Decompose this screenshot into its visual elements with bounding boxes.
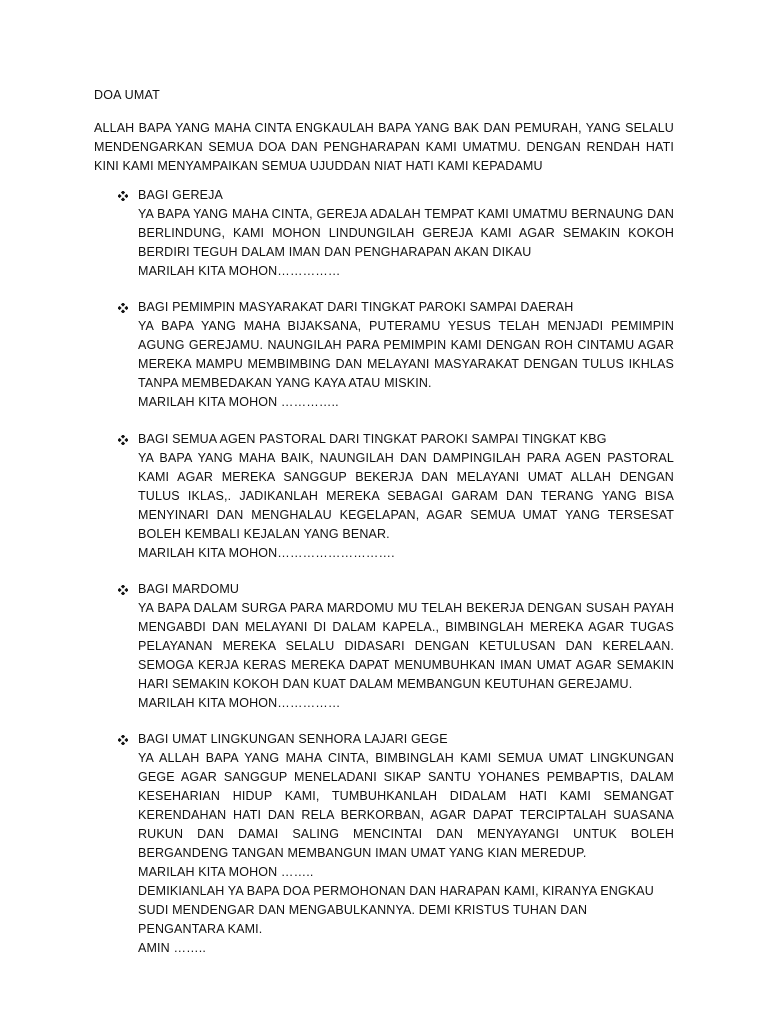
- section-body: YA BAPA DALAM SURGA PARA MARDOMU MU TELAH BEKERJA DENGAN SUSAH PAYAH MENGABDI DAN MELAYANI DI DALAM KAPELA., BIMBINGLAH MEREKA AGAR TUGAS PELAYANAN MEREKA SELALU DIDASARI DENGAN KETULUSAN DAN KERELAAN. SEMOGA KERJA KERAS MEREKA DAPAT MENUMBUHKAN IMAN UMAT AGAR SEMAKIN HARI SEMAKIN KOKOH DAN KUAT DALAM MEMBANGUN KEUTUHAN GEREJAMU.: [138, 601, 674, 691]
- section-heading-row: [118, 186, 674, 205]
- prayer-section-gereja: [118, 186, 674, 281]
- prayer-section-umat-lingkungan: [118, 730, 674, 958]
- section-heading-row: [118, 580, 674, 599]
- section-body: YA BAPA YANG MAHA BIJAKSANA, PUTERAMU YESUS TELAH MENJADI PEMIMPIN AGUNG GEREJAMU. NAUNGILAH PARA PEMIMPIN KAMI DENGAN ROH CINTAMU AGAR MEREKA MAMPU MEMBIMBING DAN MELAYANI MASYARAKAT DENGAN TULUS IKHLAS TANPA MEMBEDAKAN YANG KAYA ATAU MISKIN.: [138, 319, 674, 390]
- section-response: MARILAH KITA MOHON ……..: [138, 865, 314, 879]
- section-heading: BAGI MARDOMU: [138, 582, 240, 596]
- section-heading: BAGI UMAT LINGKUNGAN SENHORA LAJARI GEGE: [138, 732, 448, 746]
- diamond-bullet-icon: [118, 191, 128, 201]
- section-body: YA BAPA YANG MAHA BAIK, NAUNGILAH DAN DAMPINGILAH PARA AGEN PASTORAL KAMI AGAR MEREKA SANGGUP BEKERJA DAN MELAYANI UMAT ALLAH DENGAN TULUS IKLAS,. JADIKANLAH MEREKA SEBAGAI GARAM DAN TERANG YANG BISA MENYINARI DAN MENGHALAU KEGELAPAN, AGAR SEMUA UMAT YANG TERSESAT BOLEH KEMBALI KEJALAN YANG BENAR.: [138, 451, 674, 541]
- diamond-bullet-icon: [118, 303, 128, 313]
- section-response: MARILAH KITA MOHON……………: [138, 264, 341, 278]
- diamond-bullet-icon: [118, 735, 128, 745]
- intro-paragraph: ALLAH BAPA YANG MAHA CINTA ENGKAULAH BAPA YANG BAK DAN PEMURAH, YANG SELALU MENDENGARKAN SEMUA DOA DAN PENGHARAPAN KAMI UMATMU. DENGAN RENDAH HATI KINI KAMI MENYAMPAIKAN SEMUA UJUDDAN NIAT HATI KAMI KEPADAMU: [94, 121, 674, 173]
- section-heading: BAGI GEREJA: [138, 188, 224, 202]
- section-heading-row: [118, 730, 674, 749]
- section-heading-row: [118, 298, 674, 317]
- section-heading-row: [118, 430, 674, 449]
- diamond-bullet-icon: [118, 435, 128, 445]
- prayer-section-agen-pastoral: [118, 430, 674, 563]
- section-response: MARILAH KITA MOHON …………..: [138, 395, 339, 409]
- section-body: YA BAPA YANG MAHA CINTA, GEREJA ADALAH TEMPAT KAMI UMATMU BERNAUNG DAN BERLINDUNG, KAMI MOHON LINDUNGILAH GEREJA KAMI AGAR SEMAKIN KOKOH BERDIRI TEGUH DALAM IMAN DAN PENGHARAPAN AKAN DIKAU: [138, 207, 674, 259]
- section-body: YA ALLAH BAPA YANG MAHA CINTA, BIMBINGLAH KAMI SEMUA UMAT LINGKUNGAN GEGE AGAR SANGGUP MENELADANI SIKAP SANTU YOHANES PEMBAPTIS, DALAM KESEHARIAN HIDUP KAMI, TUMBUHKANLAH DIDALAM HATI KAMI SEMANGAT KERENDAHAN HATI DAN RELA BERKORBAN, AGAR DAPAT TERCIPTALAH SUASANA RUKUN DAN DAMAI SALING MENCINTAI DAN MENYAYANGI UNTUK BOLEH BERGANDENG TANGAN MEMBANGUN IMAN UMAT YANG KIAN MEREDUP.: [138, 751, 674, 860]
- document-title: DOA UMAT: [94, 88, 160, 102]
- section-response: MARILAH KITA MOHON……………: [138, 696, 341, 710]
- section-heading: BAGI SEMUA AGEN PASTORAL DARI TINGKAT PAROKI SAMPAI TINGKAT KBG: [138, 432, 607, 446]
- section-response: MARILAH KITA MOHON……………………….: [138, 546, 395, 560]
- section-heading: BAGI PEMIMPIN MASYARAKAT DARI TINGKAT PAROKI SAMPAI DAERAH: [138, 300, 574, 314]
- closing-paragraph: DEMIKIANLAH YA BAPA DOA PERMOHONAN DAN HARAPAN KAMI, KIRANYA ENGKAU SUDI MENDENGAR DAN MENGABULKANNYA. DEMI KRISTUS TUHAN DAN PENGANTARA KAMI.: [138, 884, 654, 936]
- diamond-bullet-icon: [118, 585, 128, 595]
- prayer-section-mardomu: [118, 580, 674, 713]
- prayer-section-pemimpin: [118, 298, 674, 412]
- amen-line: AMIN ……..: [138, 941, 207, 955]
